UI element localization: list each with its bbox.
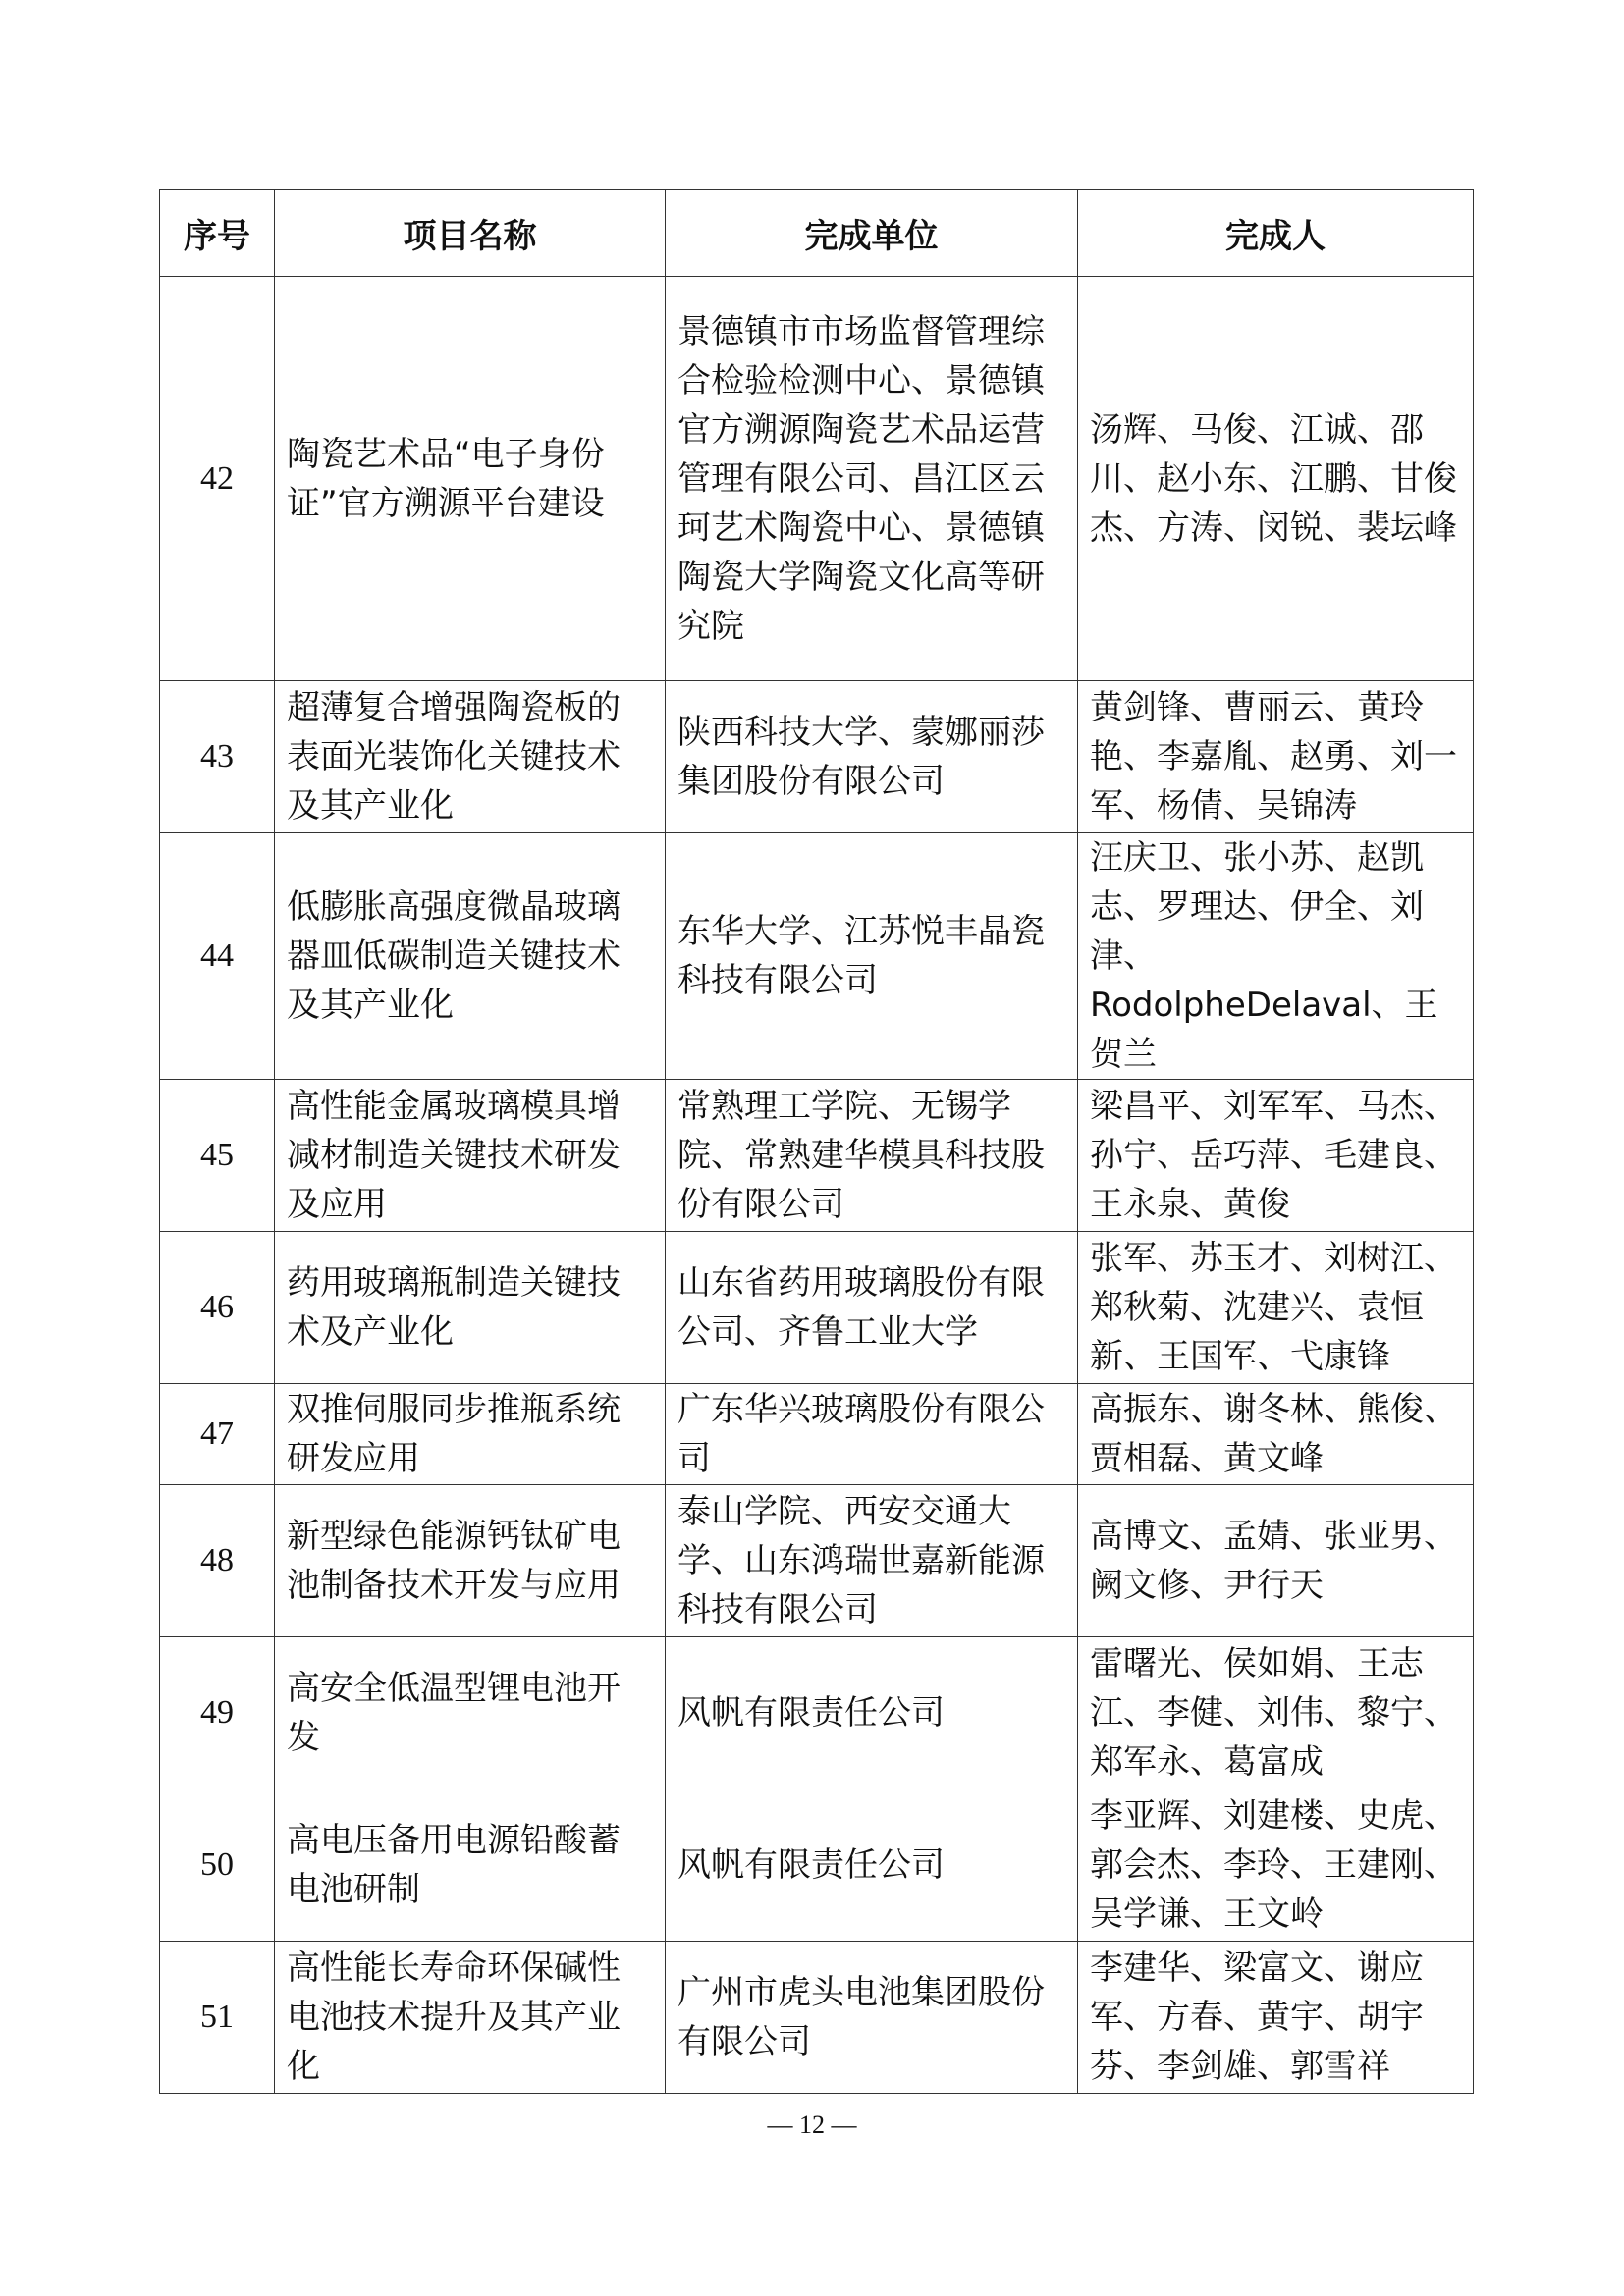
row-serial-number: 47 xyxy=(160,1384,275,1485)
table-row xyxy=(160,1384,1474,1485)
row-project-name: 低膨胀高强度微晶玻璃器皿低碳制造关键技术及其产业化 xyxy=(275,833,666,1080)
row-serial-number: 45 xyxy=(160,1080,275,1232)
page-number: — 12 — xyxy=(767,2110,857,2139)
table-row xyxy=(160,1942,1474,2094)
row-completing-unit: 广东华兴玻璃股份有限公司 xyxy=(666,1384,1078,1485)
row-serial-number: 49 xyxy=(160,1637,275,1789)
row-project-name: 药用玻璃瓶制造关键技术及产业化 xyxy=(275,1232,666,1384)
table-row xyxy=(160,681,1474,833)
row-project-name: 双推伺服同步推瓶系统研发应用 xyxy=(275,1384,666,1485)
header-project-name: 项目名称 xyxy=(275,190,666,277)
row-completing-people: 汤辉、马俊、江诚、邵川、赵小东、江鹏、甘俊杰、方涛、闵锐、裴坛峰 xyxy=(1078,277,1474,681)
row-completing-people: 梁昌平、刘军军、马杰、孙宁、岳巧萍、毛建良、王永泉、黄俊 xyxy=(1078,1080,1474,1232)
row-project-name: 高安全低温型锂电池开发 xyxy=(275,1637,666,1789)
row-project-name: 新型绿色能源钙钛矿电池制备技术开发与应用 xyxy=(275,1485,666,1637)
row-project-name: 超薄复合增强陶瓷板的表面光装饰化关键技术及其产业化 xyxy=(275,681,666,833)
table-row xyxy=(160,1232,1474,1384)
table-row xyxy=(160,1637,1474,1789)
row-serial-number: 46 xyxy=(160,1232,275,1384)
header-completing-unit: 完成单位 xyxy=(666,190,1078,277)
row-serial-number: 50 xyxy=(160,1789,275,1942)
table-row xyxy=(160,1485,1474,1637)
row-completing-people: 黄剑锋、曹丽云、黄玲艳、李嘉胤、赵勇、刘一军、杨倩、吴锦涛 xyxy=(1078,681,1474,833)
header-serial-number: 序号 xyxy=(160,190,275,277)
row-completing-people: 李亚辉、刘建楼、史虎、郭会杰、李玲、王建刚、吴学谦、王文岭 xyxy=(1078,1789,1474,1942)
table-row xyxy=(160,833,1474,1080)
row-completing-people: 李建华、梁富文、谢应军、方春、黄宇、胡宇芬、李剑雄、郭雪祥 xyxy=(1078,1942,1474,2094)
row-project-name: 高电压备用电源铅酸蓄电池研制 xyxy=(275,1789,666,1942)
row-completing-unit: 风帆有限责任公司 xyxy=(666,1789,1078,1942)
row-serial-number: 48 xyxy=(160,1485,275,1637)
row-completing-unit: 景德镇市市场监督管理综合检验检测中心、景德镇官方溯源陶瓷艺术品运营管理有限公司、昌江区云珂艺术陶瓷中心、景德镇陶瓷大学陶瓷文化高等研究院 xyxy=(666,277,1078,681)
row-completing-people: 高振东、谢冬林、熊俊、贾相磊、黄文峰 xyxy=(1078,1384,1474,1485)
table-header-row xyxy=(160,190,1474,277)
row-project-name: 高性能金属玻璃模具增减材制造关键技术研发及应用 xyxy=(275,1080,666,1232)
row-serial-number: 51 xyxy=(160,1942,275,2094)
row-project-name: 高性能长寿命环保碱性电池技术提升及其产业化 xyxy=(275,1942,666,2094)
row-completing-unit: 常熟理工学院、无锡学院、常熟建华模具科技股份有限公司 xyxy=(666,1080,1078,1232)
row-completing-people: 雷曙光、侯如娟、王志江、李健、刘伟、黎宁、郑军永、葛富成 xyxy=(1078,1637,1474,1789)
row-completing-unit: 泰山学院、西安交通大学、山东鸿瑞世嘉新能源科技有限公司 xyxy=(666,1485,1078,1637)
row-completing-unit: 广州市虎头电池集团股份有限公司 xyxy=(666,1942,1078,2094)
row-completing-people: 高博文、孟婧、张亚男、阙文修、尹行天 xyxy=(1078,1485,1474,1637)
row-completing-unit: 陕西科技大学、蒙娜丽莎集团股份有限公司 xyxy=(666,681,1078,833)
row-serial-number: 44 xyxy=(160,833,275,1080)
row-serial-number: 43 xyxy=(160,681,275,833)
table-row xyxy=(160,1789,1474,1942)
row-completing-unit: 风帆有限责任公司 xyxy=(666,1637,1078,1789)
header-completing-people: 完成人 xyxy=(1078,190,1474,277)
row-project-name: 陶瓷艺术品“电子身份证”官方溯源平台建设 xyxy=(275,277,666,681)
row-completing-people: 汪庆卫、张小苏、赵凯志、罗理达、伊全、刘津、RodolpheDelaval、王贺兰 xyxy=(1078,833,1474,1080)
row-completing-unit: 山东省药用玻璃股份有限公司、齐鲁工业大学 xyxy=(666,1232,1078,1384)
row-completing-unit: 东华大学、江苏悦丰晶瓷科技有限公司 xyxy=(666,833,1078,1080)
table-row xyxy=(160,277,1474,681)
row-completing-people: 张军、苏玉才、刘树江、郑秋菊、沈建兴、袁恒新、王国军、弋康锋 xyxy=(1078,1232,1474,1384)
awards-table xyxy=(159,189,1474,2094)
row-serial-number: 42 xyxy=(160,277,275,681)
table-row xyxy=(160,1080,1474,1232)
